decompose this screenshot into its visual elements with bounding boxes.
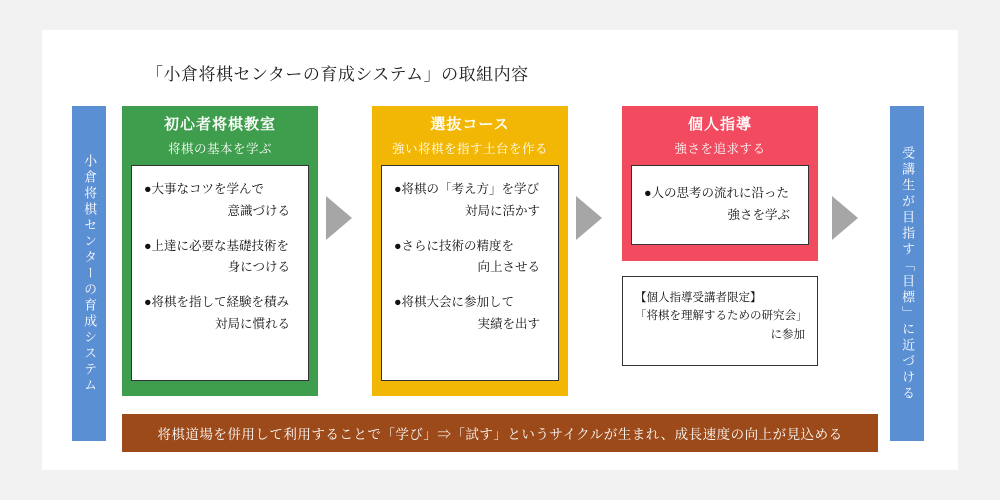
stage-2-bullets [381, 165, 559, 381]
list-item [394, 180, 548, 221]
stage-1-bullets [131, 165, 309, 381]
bullet-line-2: 対局に活かす [464, 203, 540, 218]
list-item [144, 293, 298, 334]
arrow-right-icon [832, 196, 858, 240]
stage-2-subheading: 強い将棋を指す土台を作る [391, 142, 548, 156]
stage-2-header [372, 106, 568, 157]
stage-1-heading: 初心者将棋教室 [163, 116, 276, 133]
stage-3-heading: 個人指導 [687, 116, 752, 133]
page-title: 「小倉将棋センターの育成システム」の取組内容 [146, 65, 529, 84]
diagram-sheet [42, 30, 958, 470]
list-item [144, 237, 298, 278]
private-lesson-note [622, 276, 818, 366]
bullet-line-1: ●将棋を指して経験を積み [144, 295, 290, 309]
right-vertical-bar: 受講生が目指す「目標」に近づける [890, 106, 924, 441]
stage-beginner-class [122, 106, 318, 396]
bullet-line-2: 向上させる [477, 260, 540, 275]
stage-1-header [122, 106, 318, 157]
note-line-2: 「将棋を理解するための研究会」 [635, 310, 808, 323]
bullet-line-1: ●将棋の「考え方」を学び [394, 182, 540, 196]
list-item [644, 184, 798, 225]
stage-selection-course [372, 106, 568, 396]
bottom-summary-bar: 将棋道場を併用して利用することで「学び」⇒「試す」というサイクルが生まれ、成長速度の向上が見込める [122, 414, 878, 452]
list-item [144, 180, 298, 221]
bullet-line-2: 強さを学ぶ [727, 207, 790, 222]
bullet-line-2: 意識づける [227, 203, 290, 218]
note-line-3: に参加 [770, 328, 805, 341]
bullet-line-1: ●人の思考の流れに沿った [644, 186, 790, 200]
stage-private-lesson [622, 106, 818, 261]
arrow-right-icon [576, 196, 602, 240]
stage-3-header [622, 106, 818, 157]
bullet-line-2: 実績を出す [477, 316, 540, 331]
stage-2-heading: 選抜コース [430, 116, 510, 133]
stage-1-subheading: 将棋の基本を学ぶ [167, 142, 272, 156]
arrow-right-icon [326, 196, 352, 240]
stage-3-bullets [631, 165, 809, 245]
list-item [394, 293, 548, 334]
list-item [394, 237, 548, 278]
bullet-line-2: 身につける [227, 260, 290, 275]
bullet-line-2: 対局に慣れる [214, 316, 290, 331]
bullet-line-1: ●さらに技術の精度を [394, 238, 515, 253]
stage-3-subheading: 強さを追求する [674, 142, 766, 156]
note-line-1: 【個人指導受講者限定】 [635, 292, 762, 304]
bullet-line-1: ●将棋大会に参加して [394, 295, 515, 309]
left-vertical-bar: 小倉将棋センターの育成システム [72, 106, 106, 441]
bullet-line-1: ●上達に必要な基礎技術を [144, 238, 290, 253]
bullet-line-1: ●大事なコツを学んで [144, 182, 265, 196]
